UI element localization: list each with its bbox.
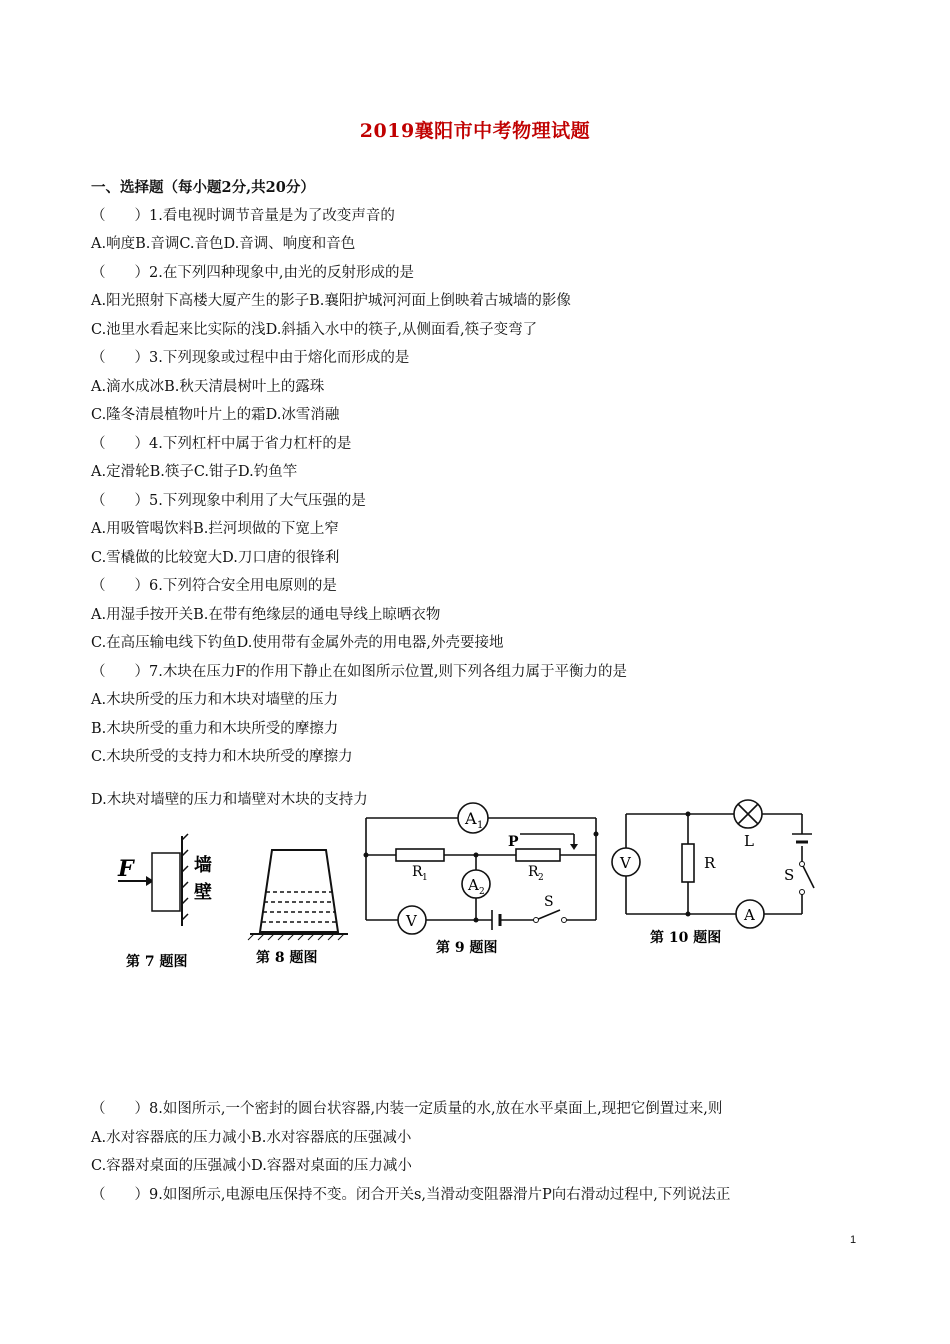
- lamp-l-label: L: [744, 832, 754, 850]
- figure-8-caption: 第 8 题图: [256, 950, 318, 966]
- ammeter-a2-subscript: 2: [479, 887, 485, 897]
- resistor-r-label: R: [704, 854, 716, 872]
- junction-dot: [364, 853, 369, 858]
- resistor-r1-symbol: [396, 849, 444, 861]
- figure-10-circuit: [608, 796, 838, 956]
- frustum-container: [260, 850, 338, 932]
- question-line: （ ）6.下列符合安全用电原则的是: [91, 578, 337, 594]
- voltmeter-label: V: [406, 912, 417, 930]
- question-line: C.池里水看起来比实际的浅D.斜插入水中的筷子,从侧面看,筷子变弯了: [91, 322, 538, 338]
- question-line: C.容器对桌面的压强减小D.容器对桌面的压力减小: [91, 1158, 412, 1174]
- question-line: （ ）4.下列杠杆中属于省力杠杆的是: [91, 436, 352, 452]
- question-line: C.隆冬清晨植物叶片上的霜D.冰雪消融: [91, 407, 340, 423]
- question-line: （ ）2.在下列四种现象中,由光的反射形成的是: [91, 265, 414, 281]
- ammeter-a1-label: A: [465, 809, 477, 828]
- question-line: A.用湿手按开关B.在带有绝缘层的通电导线上晾晒衣物: [91, 607, 441, 623]
- question-line: A.用吸管喝饮料B.拦河坝做的下宽上窄: [91, 521, 339, 537]
- section-heading: 一、选择题（每小题2分,共20分）: [91, 179, 315, 196]
- question-line: （ ）3.下列现象或过程中由于熔化而形成的是: [91, 350, 410, 366]
- page-number: 1: [850, 1234, 857, 1246]
- question-line: B.木块所受的重力和木块所受的摩擦力: [91, 721, 339, 737]
- question-line: C.雪橇做的比较宽大D.刀口唐的很锋利: [91, 550, 340, 566]
- junction-dot: [474, 853, 479, 858]
- figure-7-caption: 第 7 题图: [126, 954, 188, 970]
- figure-9-caption: 第 9 题图: [436, 940, 498, 956]
- question-line: （ ）8.如图所示,一个密封的圆台状容器,内装一定质量的水,放在水平桌面上,现把它倒置过来,则: [91, 1101, 723, 1117]
- resistor-r1-subscript: 1: [422, 873, 428, 883]
- question-line: A.滴水成冰B.秋天清晨树叶上的露珠: [91, 379, 325, 395]
- switch-s-label: S: [544, 894, 554, 910]
- question-line: （ ）1.看电视时调节音量是为了改变声音的: [91, 208, 395, 224]
- junction-dot: [594, 832, 599, 837]
- ammeter-a1-subscript: 1: [477, 820, 484, 831]
- wood-block: [152, 853, 180, 911]
- force-label: F: [118, 856, 134, 882]
- wall-label: 壁: [194, 882, 212, 903]
- slider-p-label: P: [508, 834, 519, 850]
- ammeter-a2-label: A: [468, 876, 479, 894]
- page-title: 2019襄阳市中考物理试题: [359, 120, 591, 142]
- question-line: A.水对容器底的压力减小B.水对容器底的压强减小: [91, 1130, 412, 1146]
- switch-contact: [562, 918, 567, 923]
- ammeter-label: A: [744, 906, 755, 924]
- battery-symbol: [792, 834, 812, 842]
- wall-label: 墙: [194, 855, 212, 876]
- voltmeter-label: V: [620, 854, 631, 872]
- junction-dot: [686, 912, 691, 917]
- rheostat-r2-subscript: 2: [538, 873, 544, 883]
- question-line: A.木块所受的压力和木块对墙壁的压力: [91, 692, 339, 708]
- question-line: C.木块所受的支持力和木块所受的摩擦力: [91, 749, 353, 765]
- question-line: （ ）5.下列现象中利用了大气压强的是: [91, 493, 366, 509]
- battery-symbol: [492, 910, 500, 930]
- switch-contact: [800, 862, 805, 867]
- switch-contact: [534, 918, 539, 923]
- switch-contact: [800, 890, 805, 895]
- switch-s-symbol: [536, 910, 560, 920]
- question-line: A.阳光照射下高楼大厦产生的影子B.襄阳护城河河面上倒映着古城墙的影像: [91, 293, 571, 309]
- switch-s-label: S: [784, 866, 795, 884]
- figure-9-circuit: [360, 800, 610, 960]
- question-line: D.木块对墙壁的压力和墙壁对木块的支持力: [91, 792, 368, 808]
- junction-dot: [474, 918, 479, 923]
- question-line: A.定滑轮B.筷子C.钳子D.钓鱼竿: [91, 464, 298, 480]
- junction-dot: [686, 812, 691, 817]
- rheostat-r2-label: R: [528, 864, 539, 880]
- question-line: （ ）7.木块在压力F的作用下静止在如图所示位置,则下列各组力属于平衡力的是: [91, 664, 628, 680]
- circuit-wires: [366, 818, 596, 920]
- figure-10-caption: 第 10 题图: [650, 930, 722, 946]
- question-line: A.响度B.音调C.音色D.音调、响度和音色: [91, 236, 356, 252]
- figure-8-container: [240, 826, 360, 976]
- resistor-r-symbol: [682, 844, 694, 882]
- rheostat-r2-symbol: [516, 849, 560, 861]
- question-line: C.在高压输电线下钓鱼D.使用带有金属外壳的用电器,外壳要接地: [91, 635, 504, 651]
- figure-7-block-wall: [110, 826, 220, 976]
- question-line: （ ）9.如图所示,电源电压保持不变。闭合开关s,当滑动变阻器滑片P向右滑动过程中,下列说法正: [91, 1187, 731, 1203]
- switch-s-symbol: [802, 864, 814, 888]
- slider-p-arrow: [570, 844, 578, 850]
- resistor-r1-label: R: [412, 864, 423, 880]
